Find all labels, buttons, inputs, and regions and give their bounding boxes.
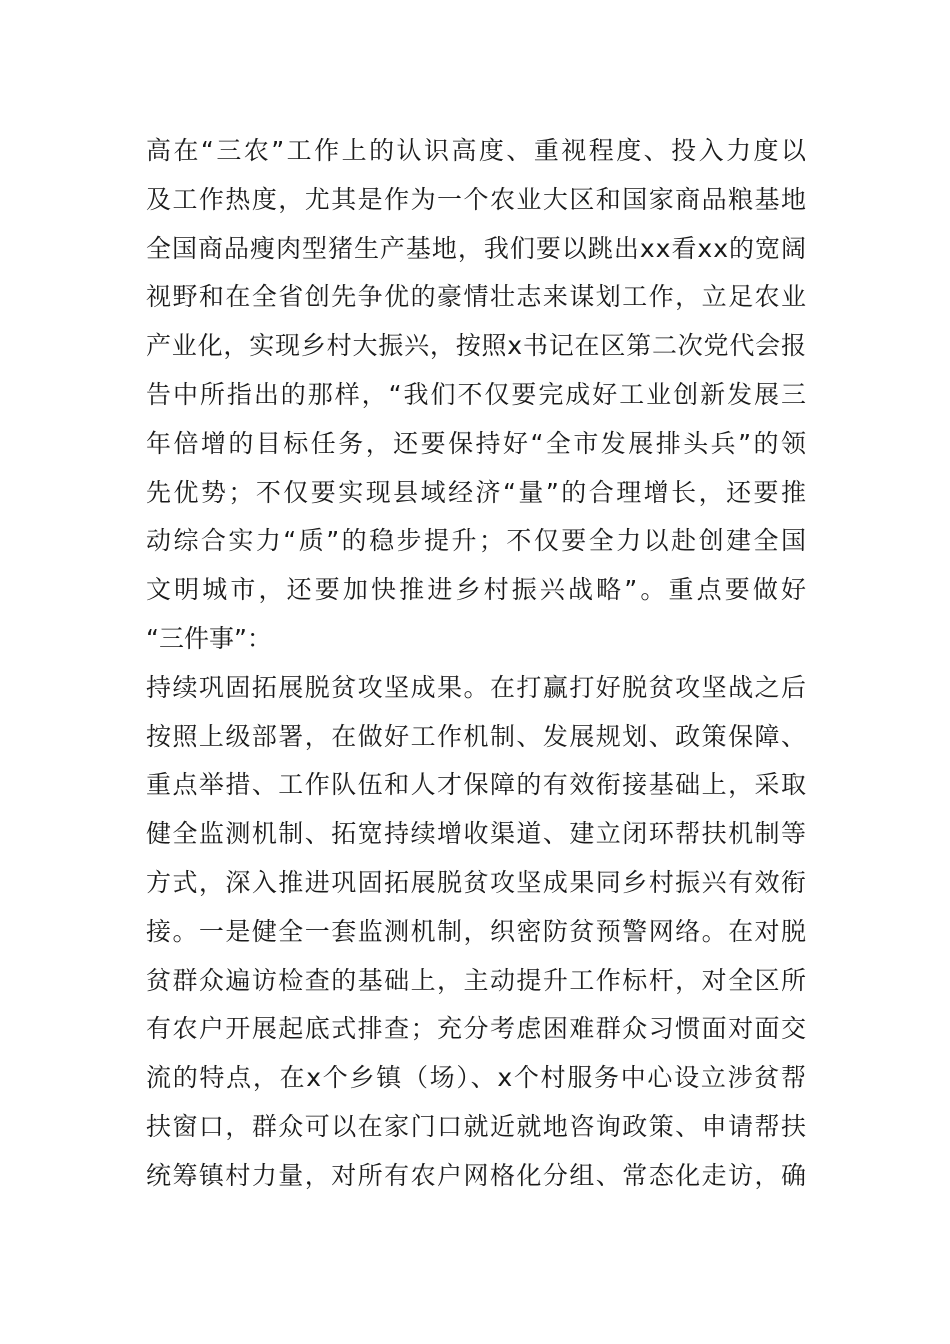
- text-line: 告中所指出的那样，“我们不仅要完成好工业创新发展三: [146, 379, 808, 409]
- text-line: 流的特点，在x个乡镇（场）、x个村服务中心设立涉贫帮: [146, 1063, 808, 1093]
- text-line: 视野和在全省创先争优的豪情壮志来谋划工作，立足农业: [146, 282, 808, 312]
- text-line: 动综合实力“质”的稳步提升；不仅要全力以赴创建全国: [146, 526, 809, 556]
- text-line: 贫群众遍访检查的基础上，主动提升工作标杆，对全区所: [146, 965, 808, 995]
- text-line: “三件事”：: [146, 623, 272, 653]
- text-line: 重点举措、工作队伍和人才保障的有效衔接基础上，采取: [146, 770, 808, 800]
- text-line: 先优势；不仅要实现县域经济“量”的合理增长，还要推: [146, 477, 809, 507]
- text-line: 文明城市，还要加快推进乡村振兴战略”。重点要做好: [146, 575, 810, 605]
- body-text: [146, 127, 810, 1201]
- text-line: 产业化，实现乡村大振兴，按照x书记在区第二次党代会报: [146, 331, 807, 361]
- text-line: 持续巩固拓展脱贫攻坚成果。在打赢打好脱贫攻坚战之后: [146, 672, 808, 702]
- text-line: 方式，深入推进巩固拓展脱贫攻坚成果同乡村振兴有效衔: [146, 867, 808, 897]
- text-line: 全国商品瘦肉型猪生产基地，我们要以跳出xx看xx的宽阔: [146, 233, 807, 263]
- text-line: 高在“三农”工作上的认识高度、重视程度、投入力度以: [146, 136, 809, 165]
- text-line: 统筹镇村力量，对所有农户网格化分组、常态化走访，确: [146, 1160, 808, 1190]
- text-line: 有农户开展起底式排查；充分考虑困难群众习惯面对面交: [146, 1014, 808, 1044]
- text-line: 年倍增的目标任务，还要保持好“全市发展排头兵”的领: [146, 428, 809, 458]
- text-line: 按照上级部署，在做好工作机制、发展规划、政策保障、: [146, 721, 808, 751]
- text-line: 及工作热度，尤其是作为一个农业大区和国家商品粮基地: [146, 184, 808, 214]
- text-line: 扶窗口，群众可以在家门口就近就地咨询政策、申请帮扶: [146, 1111, 808, 1141]
- text-line: 接。一是健全一套监测机制，织密防贫预警网络。在对脱: [146, 916, 808, 946]
- text-line: 健全监测机制、拓宽持续增收渠道、建立闭环帮扶机制等: [146, 819, 808, 849]
